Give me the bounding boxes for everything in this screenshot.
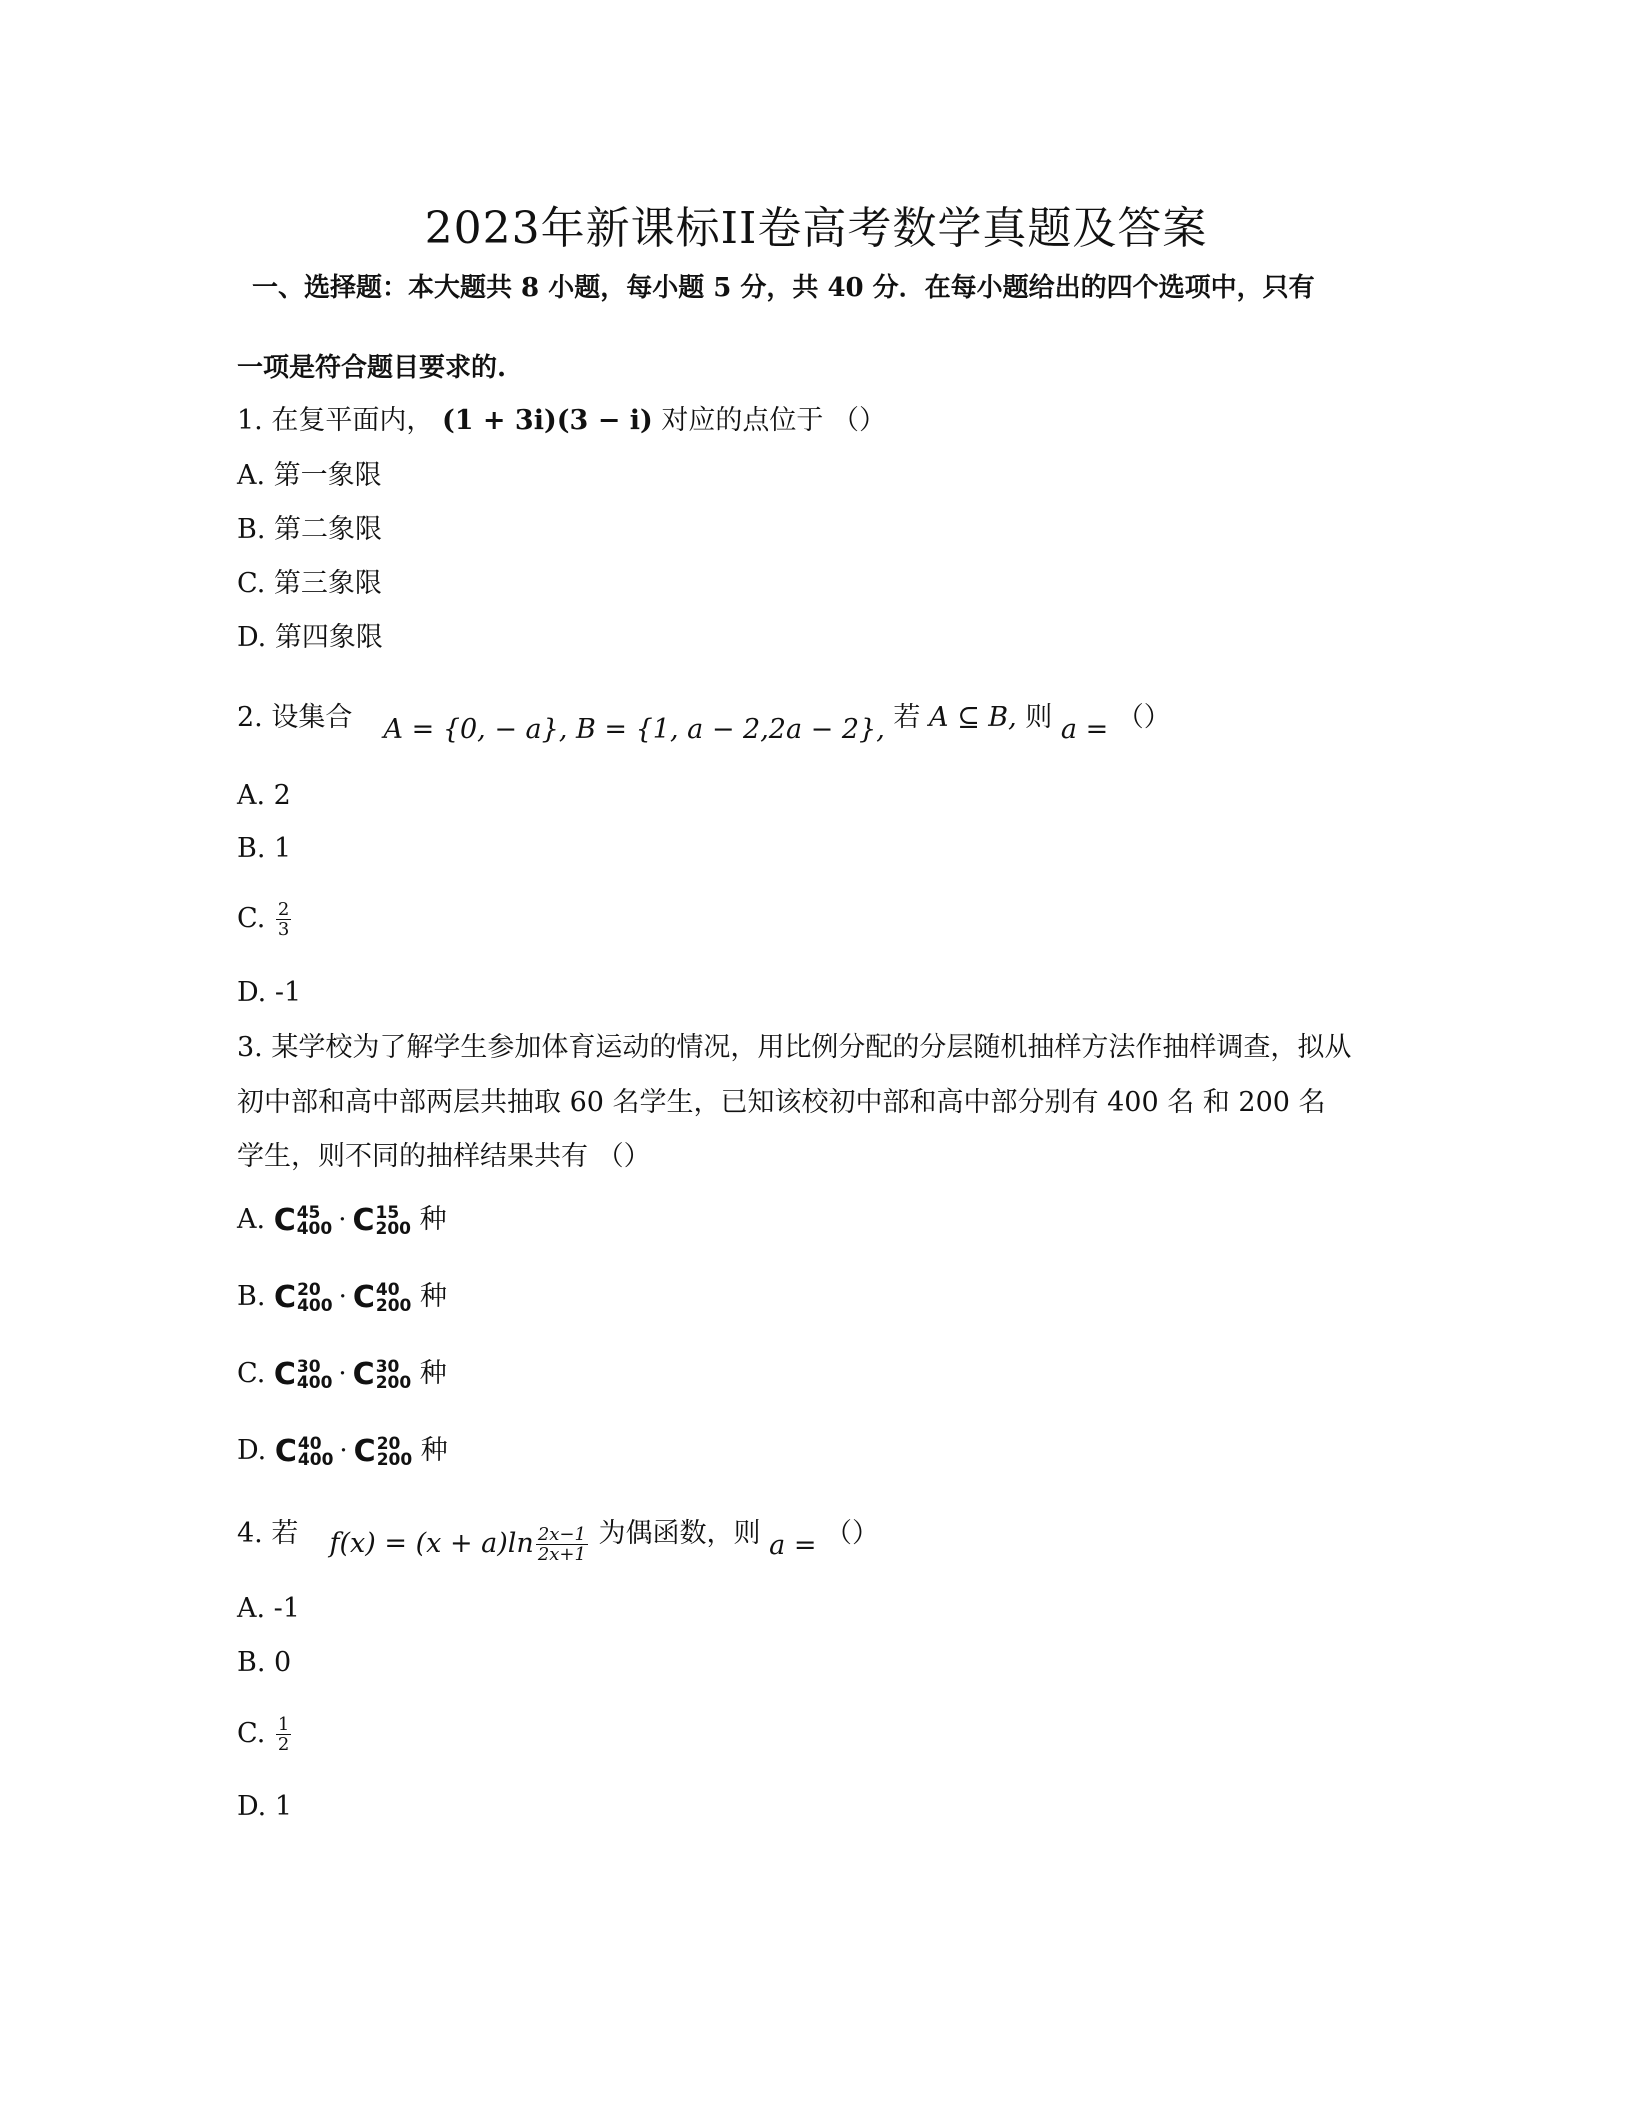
question-2-paren: （）	[1116, 702, 1171, 733]
fraction-denominator: 2x+1	[537, 1544, 586, 1565]
combination-term-1: C 30 400	[273, 1356, 333, 1393]
question-2-prefix: 2. 设集合	[237, 702, 353, 733]
option-label: D.	[237, 1435, 267, 1466]
question-4-variable: a =	[769, 1530, 817, 1561]
question-4-function-head: f(x) = (x + a)ln	[329, 1528, 534, 1559]
question-2-option-c	[237, 900, 293, 939]
question-2-sets-expression: A = {0, − a}, B = {1, a − 2,2a − 2},	[383, 714, 885, 745]
combination-sup: 15	[375, 1203, 400, 1223]
question-4-option-b: B. 0	[237, 1647, 292, 1678]
option-label: A.	[237, 1204, 266, 1235]
option-unit: 种	[419, 1281, 447, 1312]
combination-sub: 400	[296, 1219, 333, 1239]
combination-term-1: C 20 400	[274, 1279, 333, 1316]
question-2-option-c-label: C.	[237, 903, 266, 934]
combination-term-2: C 40 200	[352, 1279, 412, 1316]
combination-sub: 200	[375, 1219, 412, 1239]
question-4-option-a: A. -1	[237, 1593, 300, 1624]
combination-term-1: C 45 400	[273, 1202, 333, 1239]
question-1-option-c: C. 第三象限	[237, 568, 382, 599]
combination-term-2: C 30 200	[352, 1356, 412, 1393]
question-2-variable: a =	[1060, 714, 1109, 745]
question-2-then: 则	[1025, 702, 1053, 733]
combination-sup: 30	[296, 1357, 321, 1377]
question-3-option-b: B. C 20 400 · C 40 200 种	[237, 1279, 447, 1316]
combination-sub: 200	[375, 1296, 412, 1316]
combination-sub: 400	[297, 1450, 334, 1470]
option-label: B.	[237, 1281, 266, 1312]
option-unit: 种	[419, 1204, 447, 1235]
question-3-stem-line-2: 初中部和高中部两层共抽取 60 名学生，已知该校初中部和高中部分别有 400 名 和 200 名	[237, 1087, 1326, 1118]
question-4-option-c	[237, 1715, 293, 1754]
combination-sup: 20	[376, 1434, 401, 1454]
question-4-function-fraction	[536, 1525, 588, 1564]
question-2-option-d: D. -1	[237, 977, 302, 1008]
fraction-numerator: 2	[277, 899, 290, 920]
combination-term-1: C 40 400	[274, 1433, 334, 1470]
combination-sub: 200	[376, 1450, 413, 1470]
combination-sup: 45	[296, 1203, 321, 1223]
combination-sub: 200	[375, 1373, 412, 1393]
question-1-option-b: B. 第二象限	[237, 514, 383, 545]
combination-sub: 400	[297, 1296, 333, 1316]
question-4-paren: （）	[825, 1518, 880, 1549]
question-2-if: 若	[893, 702, 921, 733]
question-1-stem	[237, 403, 886, 439]
section-heading-line-1: 一、选择题：本大题共 8 小题，每小题 5 分，共 40 分．在每小题给出的四个选项中，只有	[252, 273, 1315, 303]
option-unit: 种	[419, 1358, 447, 1389]
question-4-option-c-label: C.	[237, 1718, 266, 1749]
option-label: C.	[237, 1358, 266, 1389]
question-3-option-c: C. C 30 400 · C 30 200 种	[237, 1356, 447, 1393]
combination-term-2: C 20 200	[353, 1433, 413, 1470]
fraction-denominator: 2	[277, 1734, 290, 1755]
question-3-stem-line-1: 3. 某学校为了解学生参加体育运动的情况，用比例分配的分层随机抽样方法作抽样调查，拟从	[237, 1032, 1352, 1063]
section-heading-line-2: 一项是符合题目要求的.	[237, 353, 507, 383]
combination-sup: 40	[297, 1434, 322, 1454]
question-3-option-a: A. C 45 400 · C 15 200 种	[237, 1202, 447, 1239]
question-1-prefix: 1. 在复平面内，	[237, 405, 434, 436]
question-2-option-b: B. 1	[237, 833, 292, 864]
combination-term-2: C 15 200	[352, 1202, 412, 1239]
fraction-numerator: 2x−1	[537, 1524, 586, 1545]
question-3-option-d: D. C 40 400 · C 20 200 种	[237, 1433, 448, 1470]
fraction-numerator: 1	[277, 1714, 290, 1735]
question-4-stem	[237, 1515, 880, 1565]
combination-sup: 20	[297, 1280, 321, 1300]
question-2-option-c-fraction	[276, 900, 291, 939]
question-2-option-a: A. 2	[237, 780, 291, 811]
question-4-suffix: 为偶函数，则	[598, 1518, 761, 1549]
question-1-option-a: A. 第一象限	[237, 460, 382, 491]
combination-sup: 30	[375, 1357, 400, 1377]
question-2-condition: A ⊆ B,	[928, 702, 1017, 733]
combination-sub: 400	[296, 1373, 333, 1393]
question-4-prefix: 4. 若	[237, 1518, 299, 1549]
fraction-denominator: 3	[277, 919, 290, 940]
question-2-stem	[237, 700, 1171, 745]
question-3-stem-line-3: 学生，则不同的抽样结果共有 （）	[237, 1141, 651, 1172]
option-unit: 种	[420, 1435, 448, 1466]
combination-sup: 40	[375, 1280, 400, 1300]
question-4-option-d: D. 1	[237, 1791, 293, 1822]
question-4-option-c-fraction	[276, 1715, 291, 1754]
question-1-option-d: D. 第四象限	[237, 622, 383, 653]
document-title: 2023年新课标II卷高考数学真题及答案	[424, 203, 1208, 254]
question-1-suffix: 对应的点位于 （）	[661, 405, 886, 436]
question-1-expression: (1 + 3i)(3 − i)	[441, 405, 653, 436]
